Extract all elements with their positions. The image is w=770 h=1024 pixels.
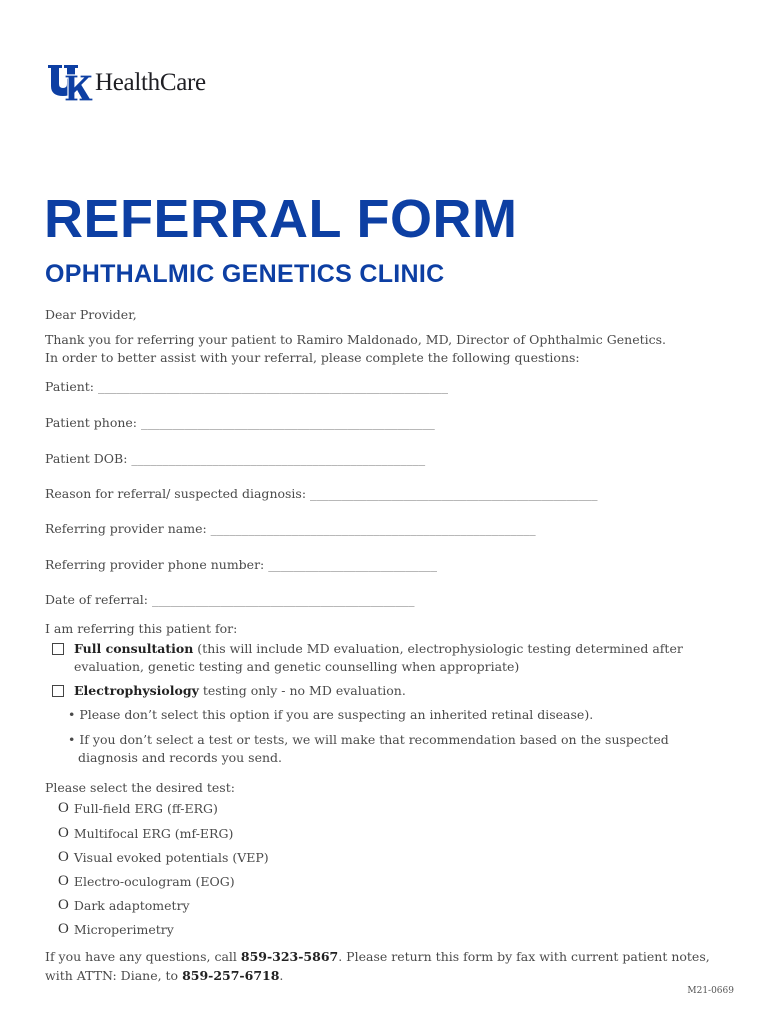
option-title: Electrophysiology (74, 683, 199, 698)
field-patient[interactable] (45, 378, 448, 396)
uk-healthcare-logo (47, 64, 206, 102)
contact-text: . Please return this form by fax with current patient notes, (338, 949, 710, 964)
test-label: Microperimetry (73, 922, 174, 937)
referring-for-label: I am referring this patient for: (45, 621, 238, 636)
radio-circle-icon[interactable]: O (58, 873, 69, 889)
test-label: Electro-oculogram (EOG) (73, 874, 235, 889)
option-full-consultation[interactable] (52, 640, 683, 676)
field-provider-phone[interactable] (45, 556, 437, 574)
field-referral-date[interactable] (45, 591, 414, 609)
page-title: REFERRAL FORM (44, 189, 518, 249)
option-electrophysiology[interactable] (52, 682, 406, 700)
note-bullet-1: • Please don’t select this option if you are suspecting an inherited retinal disease). (68, 707, 594, 722)
option-desc-2: evaluation, genetic testing and genetic counselling when appropriate) (74, 659, 520, 674)
test-option-ff-erg[interactable] (58, 800, 218, 817)
test-option-eog[interactable] (58, 873, 235, 890)
option-text (74, 640, 683, 676)
radio-circle-icon[interactable]: O (58, 800, 69, 816)
test-label: Visual evoked potentials (VEP) (73, 850, 269, 865)
option-desc: (this will include MD evaluation, electrophysiologic testing determined after (193, 641, 683, 656)
test-option-mf-erg[interactable] (58, 825, 233, 842)
radio-circle-icon[interactable]: O (58, 825, 69, 841)
field-patient-dob[interactable] (45, 450, 425, 468)
page-subtitle: OPHTHALMIC GENETICS CLINIC (45, 260, 445, 288)
test-option-vep[interactable] (58, 849, 269, 866)
contact-text: If you have any questions, call (45, 949, 241, 964)
field-label: Date of referral: (45, 592, 152, 607)
intro-line-1: Thank you for referring your patient to Ramiro Maldonado, MD, Director of Ophthalmic Genetics. (45, 332, 667, 347)
intro-line-2: In order to better assist with your referral, please complete the following questions: (45, 350, 580, 365)
field-blank[interactable]: __________________________________________ (151, 592, 415, 607)
field-reason[interactable] (45, 485, 598, 503)
contact-note (45, 947, 710, 985)
test-label: Dark adaptometry (73, 898, 190, 913)
contact-text: . (279, 968, 284, 983)
field-blank[interactable]: ___________________________ (268, 557, 437, 572)
radio-circle-icon[interactable]: O (58, 897, 69, 913)
field-blank[interactable]: _______________________________________________ (131, 451, 426, 466)
field-label: Patient DOB: (45, 451, 132, 466)
contact-text: with ATTN: Diane, to (45, 968, 183, 983)
contact-phone: 859-323-5867 (240, 949, 339, 964)
field-label: Referring provider phone number: (45, 557, 269, 572)
field-label: Reason for referral/ suspected diagnosis: (45, 486, 311, 501)
field-blank[interactable]: _______________________________________________ (140, 415, 435, 430)
option-text (74, 682, 406, 700)
field-label: Patient: (45, 379, 98, 394)
field-patient-phone[interactable] (45, 414, 435, 432)
field-provider-name[interactable] (45, 520, 536, 538)
note-bullet-2 (68, 731, 669, 767)
note-bullet-2-line2: diagnosis and records you send. (78, 750, 283, 765)
radio-circle-icon[interactable]: O (58, 921, 69, 937)
field-label: Referring provider name: (45, 521, 211, 536)
option-title: Full consultation (74, 641, 194, 656)
test-option-dark-adaptometry[interactable] (58, 897, 190, 914)
test-label: Multifocal ERG (mf-ERG) (73, 826, 234, 841)
test-option-microperimetry[interactable] (58, 921, 174, 938)
radio-circle-icon[interactable]: O (58, 849, 69, 865)
uk-logo-icon (47, 64, 93, 102)
field-blank[interactable]: ______________________________________________ (310, 486, 598, 501)
test-label: Full-field ERG (ff-ERG) (73, 801, 218, 816)
field-label: Patient phone: (45, 415, 141, 430)
note-bullet-2-line1: • If you don’t select a test or tests, we will make that recommendation based on the suspected (68, 732, 669, 747)
checkbox[interactable] (52, 685, 64, 697)
fax-number: 859-257-6718 (182, 968, 280, 983)
brand-name: HealthCare (95, 69, 206, 96)
checkbox[interactable] (52, 643, 64, 655)
greeting: Dear Provider, (45, 307, 137, 322)
tests-prompt: Please select the desired test: (45, 780, 235, 795)
field-blank[interactable]: ________________________________________________________ (97, 379, 448, 394)
field-blank[interactable]: ____________________________________________________ (210, 521, 536, 536)
option-desc: testing only - no MD evaluation. (198, 683, 406, 698)
form-code: M21-0669 (687, 986, 734, 996)
